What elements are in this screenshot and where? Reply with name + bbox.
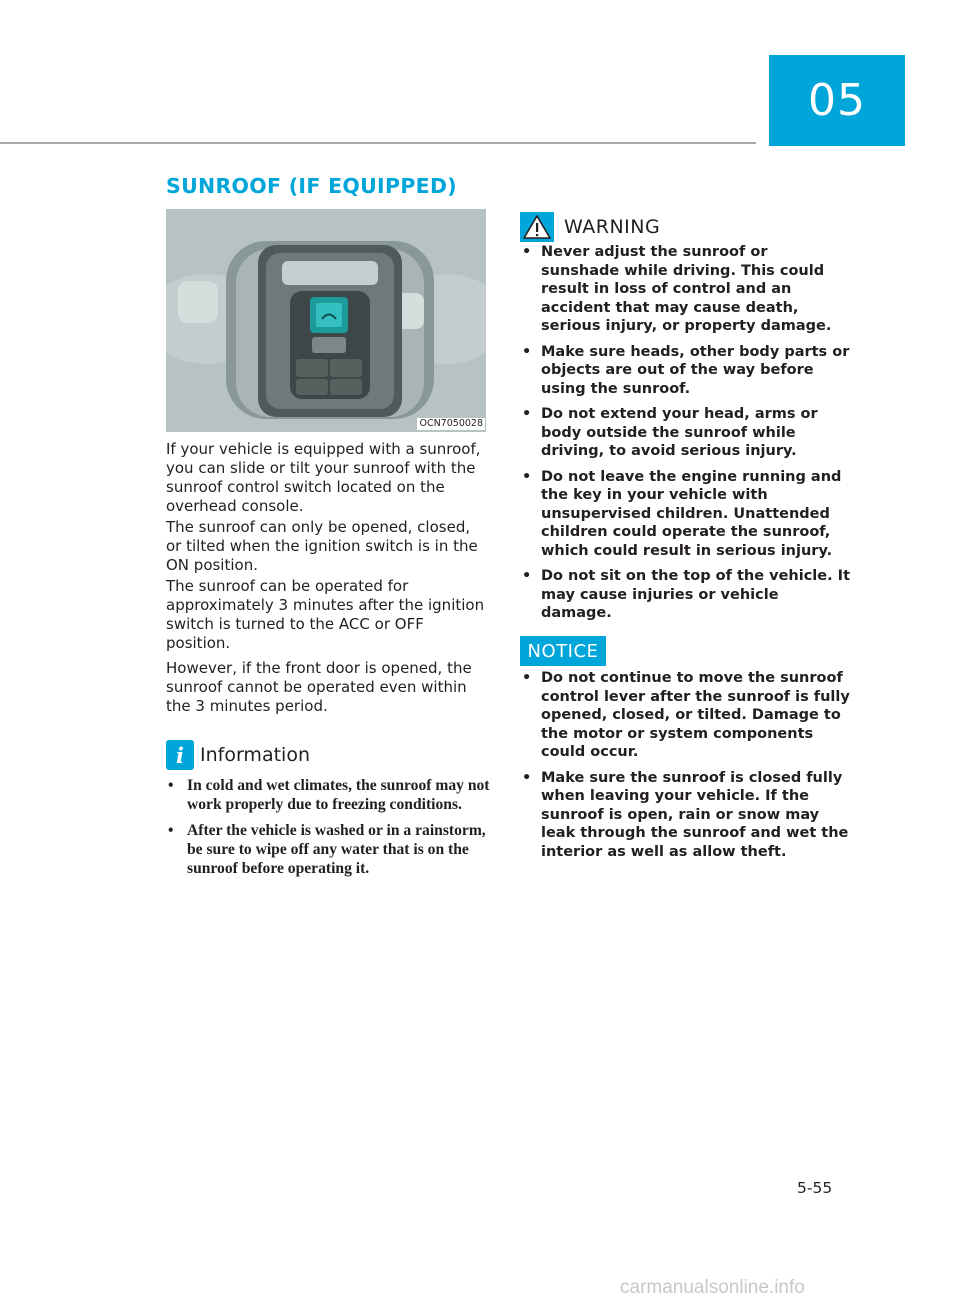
warning-item-text: Make sure heads, other body parts or objects are out of the way before using the sunroof. [541, 343, 850, 397]
bullet: • [522, 769, 532, 786]
bullet: • [522, 468, 532, 485]
warning-heading [520, 212, 660, 242]
information-item-text: In cold and wet climates, the sunroof may not work properly due to freezing conditions. [187, 777, 490, 813]
list-item [520, 243, 850, 336]
bullet: • [522, 406, 532, 422]
information-icon: i [166, 740, 194, 770]
page-number: 5-55 [797, 1179, 833, 1197]
warning-title: WARNING [564, 216, 661, 238]
information-heading [166, 740, 310, 770]
chapter-tab: 05 [769, 55, 905, 146]
bullet: • [168, 777, 174, 794]
list-item [166, 776, 496, 814]
notice-badge: NOTICE [520, 636, 606, 666]
bullet: • [522, 343, 532, 360]
warning-icon [520, 212, 554, 242]
information-title: Information [200, 744, 310, 766]
notice-list [520, 669, 850, 868]
list-item [166, 821, 496, 878]
watermark: carmanualsonline.info [620, 1277, 805, 1298]
notice-item-text: Do not continue to move the sunroof control lever after the sunroof is fully opened, closed, or tilted. Damage to the motor or system components could occur. [541, 670, 850, 760]
body-paragraph: The sunroof can be operated for approximately 3 minutes after the ignition switch is turned to the ACC or OFF position. [166, 577, 485, 652]
bullet: • [522, 244, 532, 260]
warning-item-text: Do not sit on the top of the vehicle. It may cause injuries or vehicle damage. [541, 568, 850, 621]
list-item [520, 343, 850, 399]
bullet: • [168, 822, 174, 839]
warning-item-text: Never adjust the sunroof or sunshade while driving. This could result in loss of control and an accident that may cause death, serious injury, or property damage. [541, 244, 832, 334]
warning-item-text: Do not extend your head, arms or body outside the sunroof while driving, to avoid serious injury. [541, 406, 818, 459]
warning-item-text: Do not leave the engine running and the key in your vehicle with unsupervised children. Unattended children could operate the sunroof, which could result in serious injury. [541, 468, 842, 559]
list-item [520, 567, 850, 623]
list-item [520, 468, 850, 561]
information-list [166, 776, 496, 885]
overhead-console-photo [166, 209, 486, 432]
section-title: SUNROOF (IF EQUIPPED) [166, 174, 457, 198]
list-item [520, 769, 850, 862]
information-item-text: After the vehicle is washed or in a rainstorm, be sure to wipe off any water that is on the sunroof before operating it. [187, 822, 486, 877]
body-paragraph: The sunroof can only be opened, closed, or tilted when the ignition switch is in the ON position. [166, 518, 478, 574]
body-paragraph: If your vehicle is equipped with a sunroof, you can slide or tilt your sunroof with the sunroof control switch located on the overhead console. [166, 440, 481, 515]
bullet: • [522, 568, 532, 584]
overhead-console-illustration [166, 209, 486, 432]
list-item [520, 405, 850, 461]
list-item [520, 669, 850, 762]
notice-item-text: Make sure the sunroof is closed fully when leaving your vehicle. If the sunroof is open, rain or snow may leak through the sunroof and wet the interior as well as allow theft. [541, 769, 849, 860]
photo-code: OCN7050028 [419, 418, 483, 429]
header-rule [0, 142, 756, 144]
body-paragraph: However, if the front door is opened, the sunroof cannot be operated even within the 3 minutes period. [166, 659, 472, 715]
warning-list [520, 243, 850, 630]
bullet: • [522, 670, 532, 686]
